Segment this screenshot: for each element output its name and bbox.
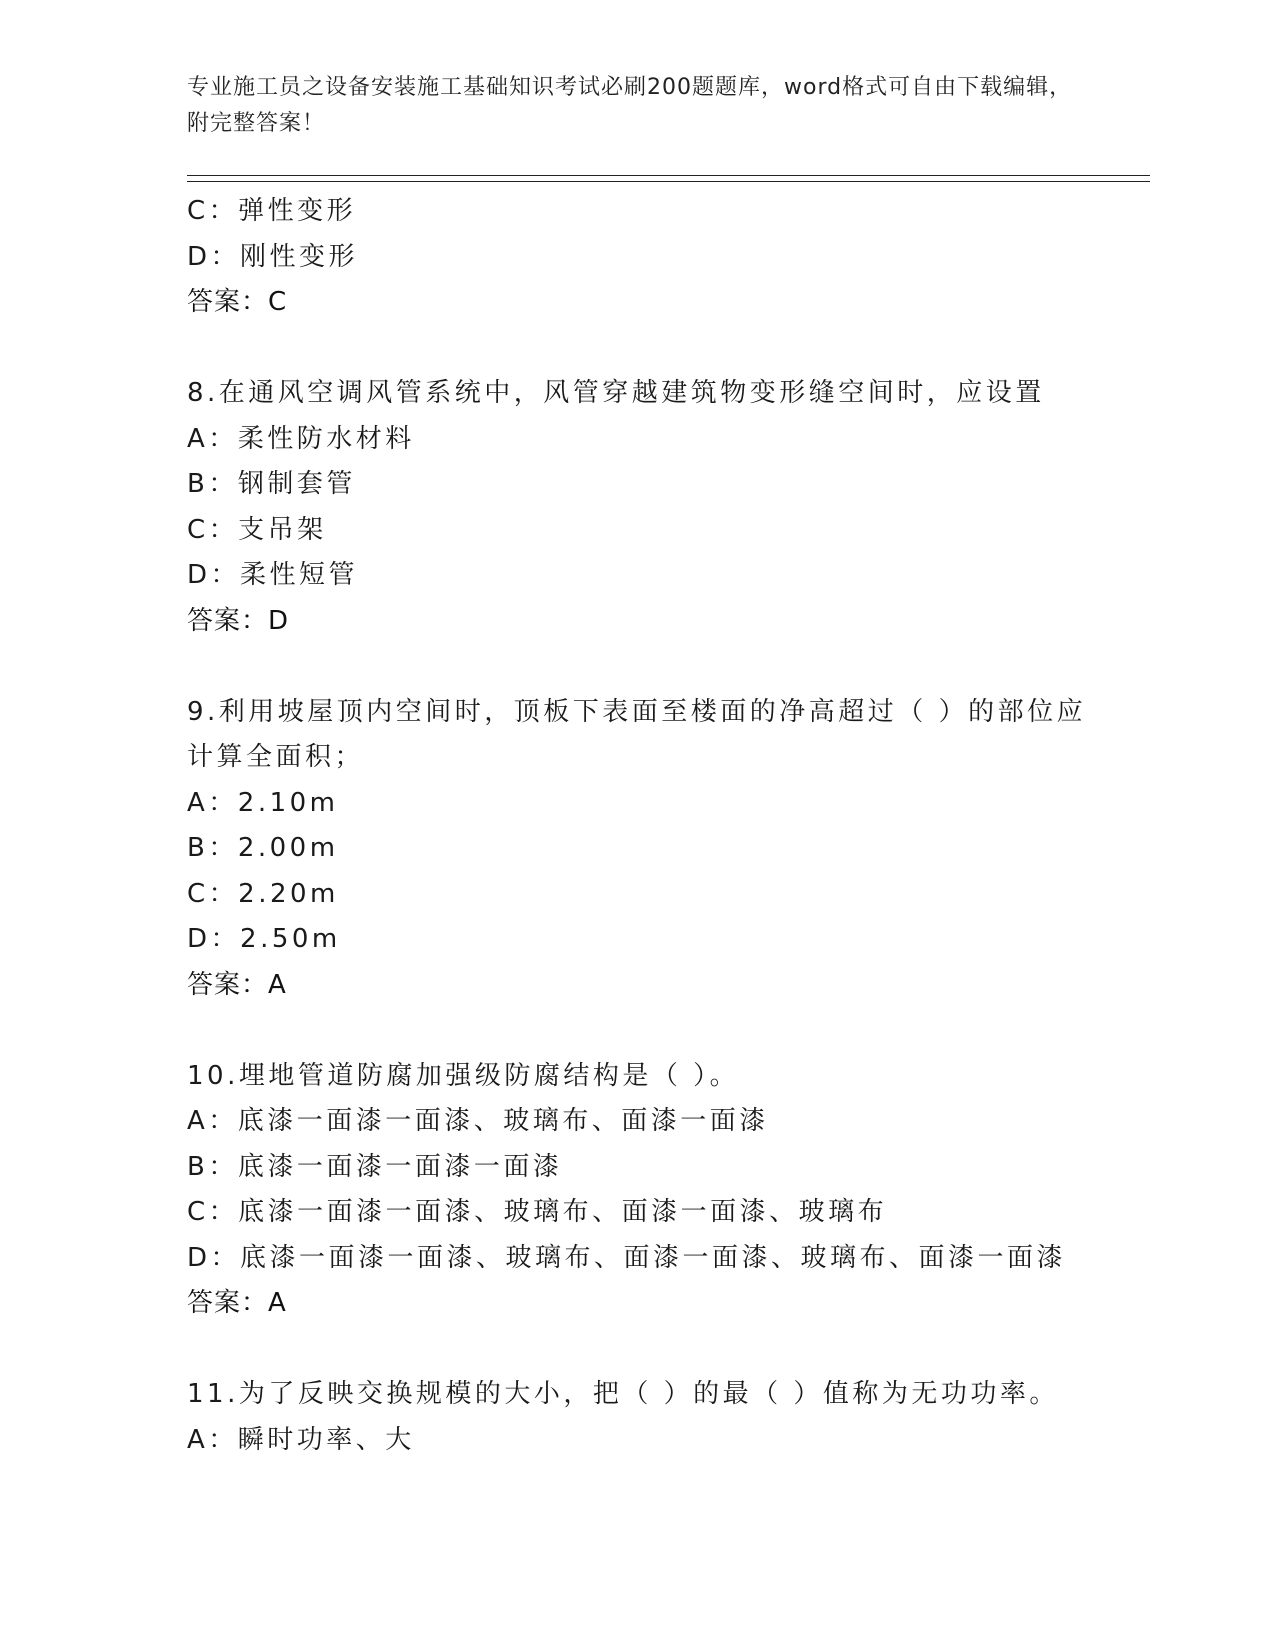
option-a: A：底漆一面漆一面漆、玻璃布、面漆一面漆 — [187, 1106, 769, 1136]
option-b: B：底漆一面漆一面漆一面漆 — [187, 1151, 563, 1182]
option-d: D：柔性短管 — [187, 560, 359, 590]
answer-line: 答案：A — [187, 1288, 287, 1318]
answer-line: 答案：A — [187, 969, 287, 1000]
spacer — [187, 1008, 1147, 1054]
answer-line: 答案：C — [187, 287, 288, 317]
option-d: D：刚性变形 — [187, 241, 359, 272]
option-d: D：底漆一面漆一面漆、玻璃布、面漆一面漆、玻璃布、面漆一面漆 — [187, 1242, 1067, 1273]
question-8: 8.在通风空调风管系统中，风管穿越建筑物变形缝空间时，应设置 — [187, 378, 1045, 408]
document-body — [187, 189, 1147, 1463]
question-11: 11.为了反映交换规模的大小，把（ ）的最（ ）值称为无功功率。 — [187, 1379, 1059, 1409]
answer-line: 答案：D — [187, 605, 290, 636]
option-a: A：柔性防水材料 — [187, 423, 415, 454]
option-c: C：底漆一面漆一面漆、玻璃布、面漆一面漆、玻璃布 — [187, 1197, 888, 1227]
spacer — [187, 326, 1147, 372]
document-header: 专业施工员之设备安装施工基础知识考试必刷200题题库，word格式可自由下载编辑，附完整答案！ — [187, 75, 1073, 136]
option-a: A：瞬时功率、大 — [187, 1424, 415, 1455]
option-c: C：支吊架 — [187, 514, 327, 545]
question-10: 10.埋地管道防腐加强级防腐结构是（ ）。 — [187, 1060, 740, 1091]
spacer — [187, 1327, 1147, 1373]
spacer — [187, 644, 1147, 690]
option-b: B：2.00m — [187, 833, 339, 863]
option-a: A：2.10m — [187, 787, 339, 818]
question-9-line-2: 计算全面积； — [187, 742, 365, 772]
header-divider-bottom — [187, 181, 1150, 182]
question-9-line-1: 9.利用坡屋顶内空间时，顶板下表面至楼面的净高超过（ ）的部位应 — [187, 696, 1087, 727]
option-c: C：弹性变形 — [187, 196, 357, 226]
header-divider-top — [187, 175, 1150, 176]
option-c: C：2.20m — [187, 878, 339, 909]
option-b: B：钢制套管 — [187, 469, 356, 499]
option-d: D：2.50m — [187, 924, 341, 954]
